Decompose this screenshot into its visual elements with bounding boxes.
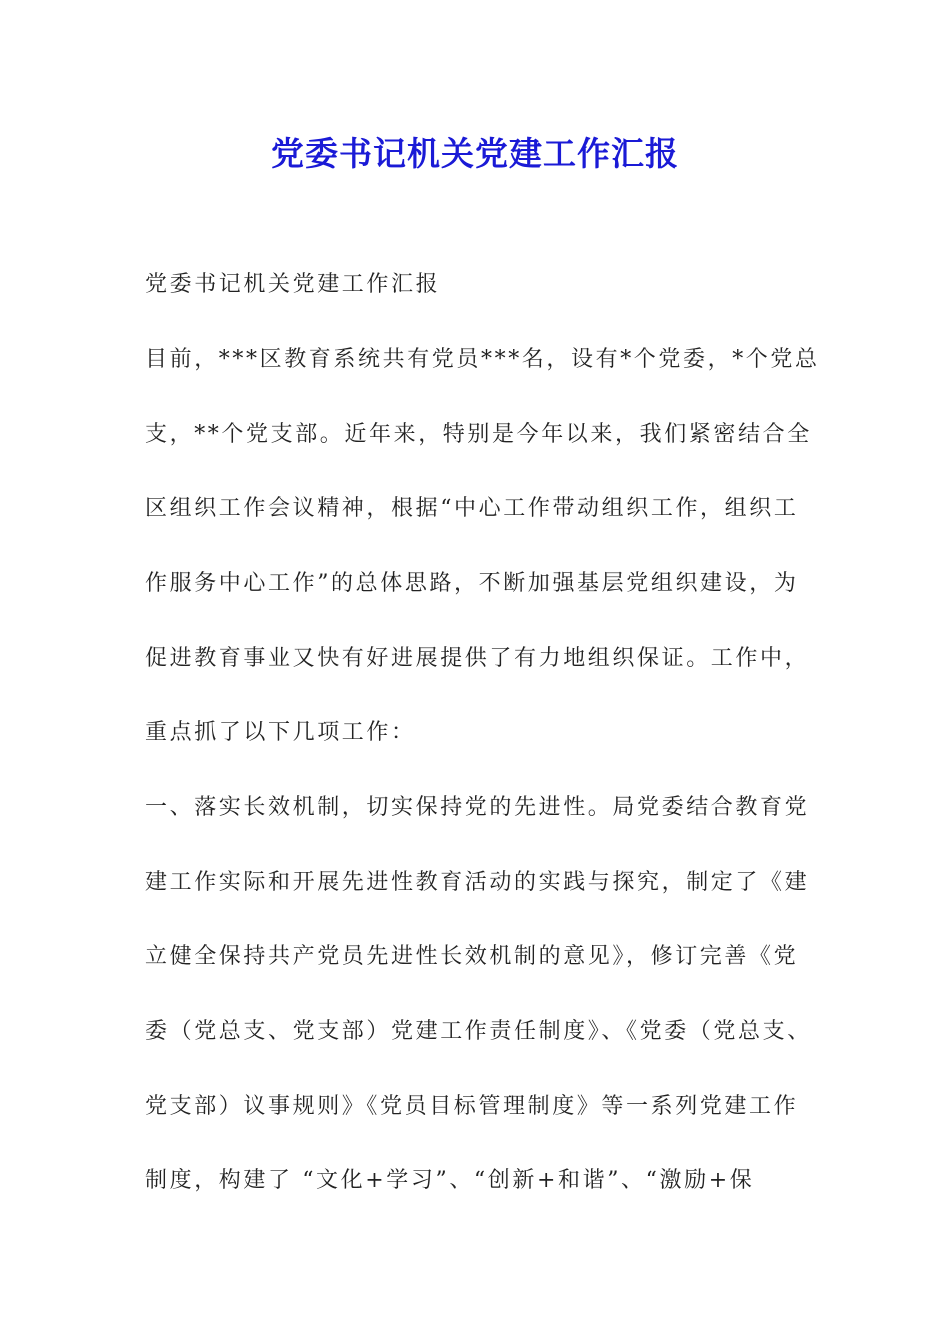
body-line: 制度，构建了 “文化+学习”、“创新+和谐”、“激励+保 — [145, 1168, 755, 1193]
body-line: 促进教育事业又快有好进展提供了有力地组织保证。工作中， — [145, 646, 810, 671]
body-line: 党支部）议事规则》《党员目标管理制度》等一系列党建工作 — [145, 1094, 799, 1119]
body-line: 委（党总支、党支部）党建工作责任制度》、《党委（党总支、 — [145, 1019, 812, 1044]
body-line: 支，**个党支部。近年来，特别是今年以来，我们紧密结合全 — [145, 422, 812, 447]
body-line: 党委书记机关党建工作汇报 — [145, 272, 441, 297]
body-line: 建工作实际和开展先进性教育活动的实践与探究，制定了《建 — [145, 870, 810, 895]
body-line: 区组织工作会议精神，根据“中心工作带动组织工作，组织工 — [145, 496, 799, 521]
body-line: 重点抓了以下几项工作： — [145, 720, 416, 745]
body-line: 目前，***区教育系统共有党员***名，设有*个党委，*个党总 — [145, 347, 820, 372]
body-line: 作服务中心工作”的总体思路，不断加强基层党组织建设，为 — [145, 571, 799, 596]
body-line: 立健全保持共产党员先进性长效机制的意见》，修订完善《党 — [145, 944, 799, 969]
body-line: 一、落实长效机制，切实保持党的先进性。局党委结合教育党 — [145, 795, 810, 820]
document-title: 党委书记机关党建工作汇报 — [271, 134, 679, 173]
